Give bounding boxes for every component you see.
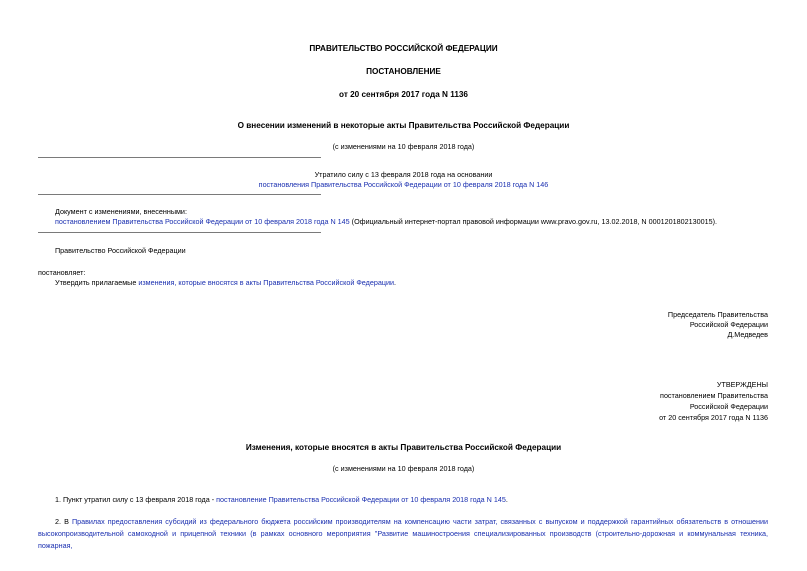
actor-text: Правительство Российской Федерации xyxy=(55,246,186,255)
government-heading: ПРАВИТЕЛЬСТВО РОССИЙСКОЙ ФЕДЕРАЦИИ xyxy=(309,44,498,53)
annex-revision: (с изменениями на 10 февраля 2018 года) xyxy=(332,464,475,473)
divider xyxy=(38,194,321,195)
changes-link[interactable]: постановлением Правительства Российской Федерации от 10 февраля 2018 года N 145 xyxy=(55,217,350,226)
document-date-number: от 20 сентября 2017 года N 1136 xyxy=(339,90,468,99)
approve-prefix: Утвердить прилагаемые xyxy=(55,278,139,287)
approved-date: от 20 сентября 2017 года N 1136 xyxy=(659,413,768,422)
decides-text: постановляет: xyxy=(38,268,86,277)
signature-name: Д.Медведев xyxy=(727,330,768,339)
approved-heading: УТВЕРЖДЕНЫ xyxy=(716,380,768,389)
changes-line xyxy=(55,217,717,226)
approved-by: постановлением Правительства xyxy=(660,391,768,400)
approve-line xyxy=(55,278,396,287)
approved-country: Российской Федерации xyxy=(689,402,768,411)
document-title: О внесении изменений в некоторые акты Правительства Российской Федерации xyxy=(237,121,570,130)
annex-title: Изменения, которые вносятся в акты Правительства Российской Федерации xyxy=(245,443,562,452)
approve-suffix: . xyxy=(393,278,396,287)
document-type: ПОСТАНОВЛЕНИЕ xyxy=(366,67,441,76)
changes-label: Документ с изменениями, внесенными: xyxy=(55,207,187,216)
approve-link[interactable]: изменения, которые вносятся в акты Правительства Российской Федерации xyxy=(138,278,394,287)
revision-note: (с изменениями на 10 февраля 2018 года) xyxy=(332,142,475,151)
item1-suffix: . xyxy=(505,495,508,504)
expired-note: Утратило силу с 13 февраля 2018 года на основании xyxy=(314,170,493,179)
annex-item-2 xyxy=(38,516,768,552)
item2-link[interactable]: Правилах предоставления субсидий из федерального бюджета российским производителям на компенсацию части затрат, связанных с выпуском и поддержкой гарантийных обязательств в отношении высокопроизводительной самоходной и прицепной техники (в рамках основного мероприятия "Развитие машиностроения специализированных производств (строительно-дорожная и коммунальная техника, пожарная, xyxy=(38,517,768,550)
item1-prefix: 1. Пункт утратил силу с 13 февраля 2018 года - xyxy=(55,495,217,504)
divider xyxy=(38,232,321,233)
expired-note-link[interactable]: постановления Правительства Российской Федерации от 10 февраля 2018 года N 146 xyxy=(258,180,549,189)
divider xyxy=(38,157,321,158)
annex-item-1 xyxy=(55,495,508,504)
signature-title: Председатель Правительства xyxy=(667,310,768,319)
changes-source: (Официальный интернет-портал правовой информации www.pravo.gov.ru, 13.02.2018, N 0001201802130015). xyxy=(349,217,717,226)
signature-country: Российской Федерации xyxy=(689,320,768,329)
item2-prefix: 2. В xyxy=(55,517,72,526)
item1-link[interactable]: постановление Правительства Российской Федерации от 10 февраля 2018 года N 145 xyxy=(216,495,506,504)
